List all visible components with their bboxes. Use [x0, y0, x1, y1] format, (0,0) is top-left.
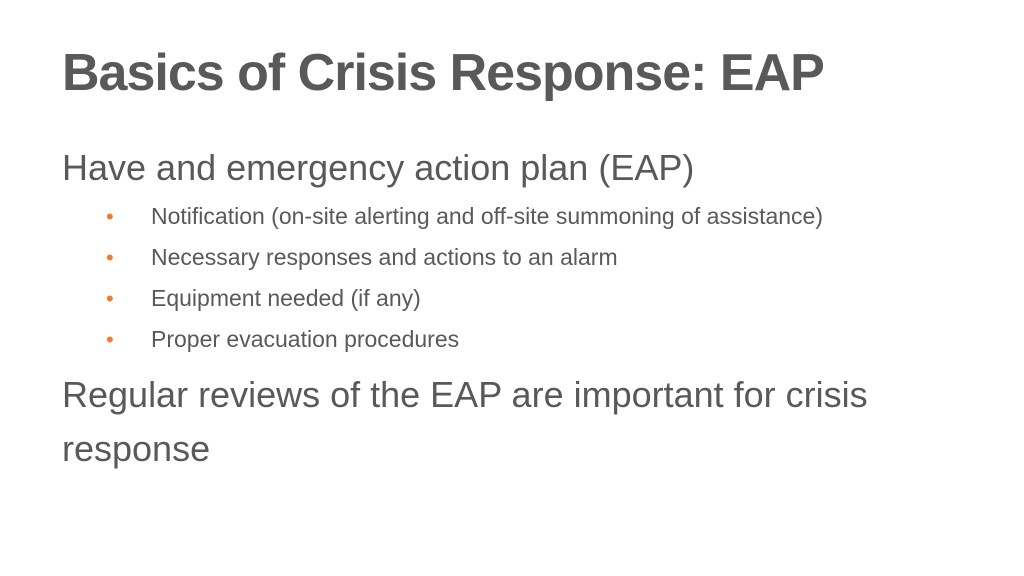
- bullet-dot-icon: •: [106, 327, 114, 352]
- bullet-text: Proper evacuation procedures: [151, 326, 460, 352]
- eap-bullet-list: [106, 196, 962, 360]
- slide-content: [62, 140, 962, 476]
- bullet-dot-icon: •: [106, 286, 114, 311]
- bullet-text: Notification (on-site alerting and off-site summoning of assistance): [151, 203, 824, 229]
- bullet-dot-icon: •: [106, 245, 114, 270]
- bullet-dot-icon: •: [106, 204, 114, 229]
- bullet-text: Necessary responses and actions to an alarm: [151, 244, 618, 270]
- list-item: [106, 319, 962, 360]
- main-point-reviews: Regular reviews of the EAP are important for crisis response: [62, 374, 868, 469]
- slide-title: Basics of Crisis Response: EAP: [62, 44, 824, 102]
- main-point-eap: Have and emergency action plan (EAP): [62, 147, 695, 188]
- list-item: [106, 196, 962, 237]
- list-item: [106, 237, 962, 278]
- list-item: [106, 278, 962, 319]
- bullet-text: Equipment needed (if any): [151, 285, 421, 311]
